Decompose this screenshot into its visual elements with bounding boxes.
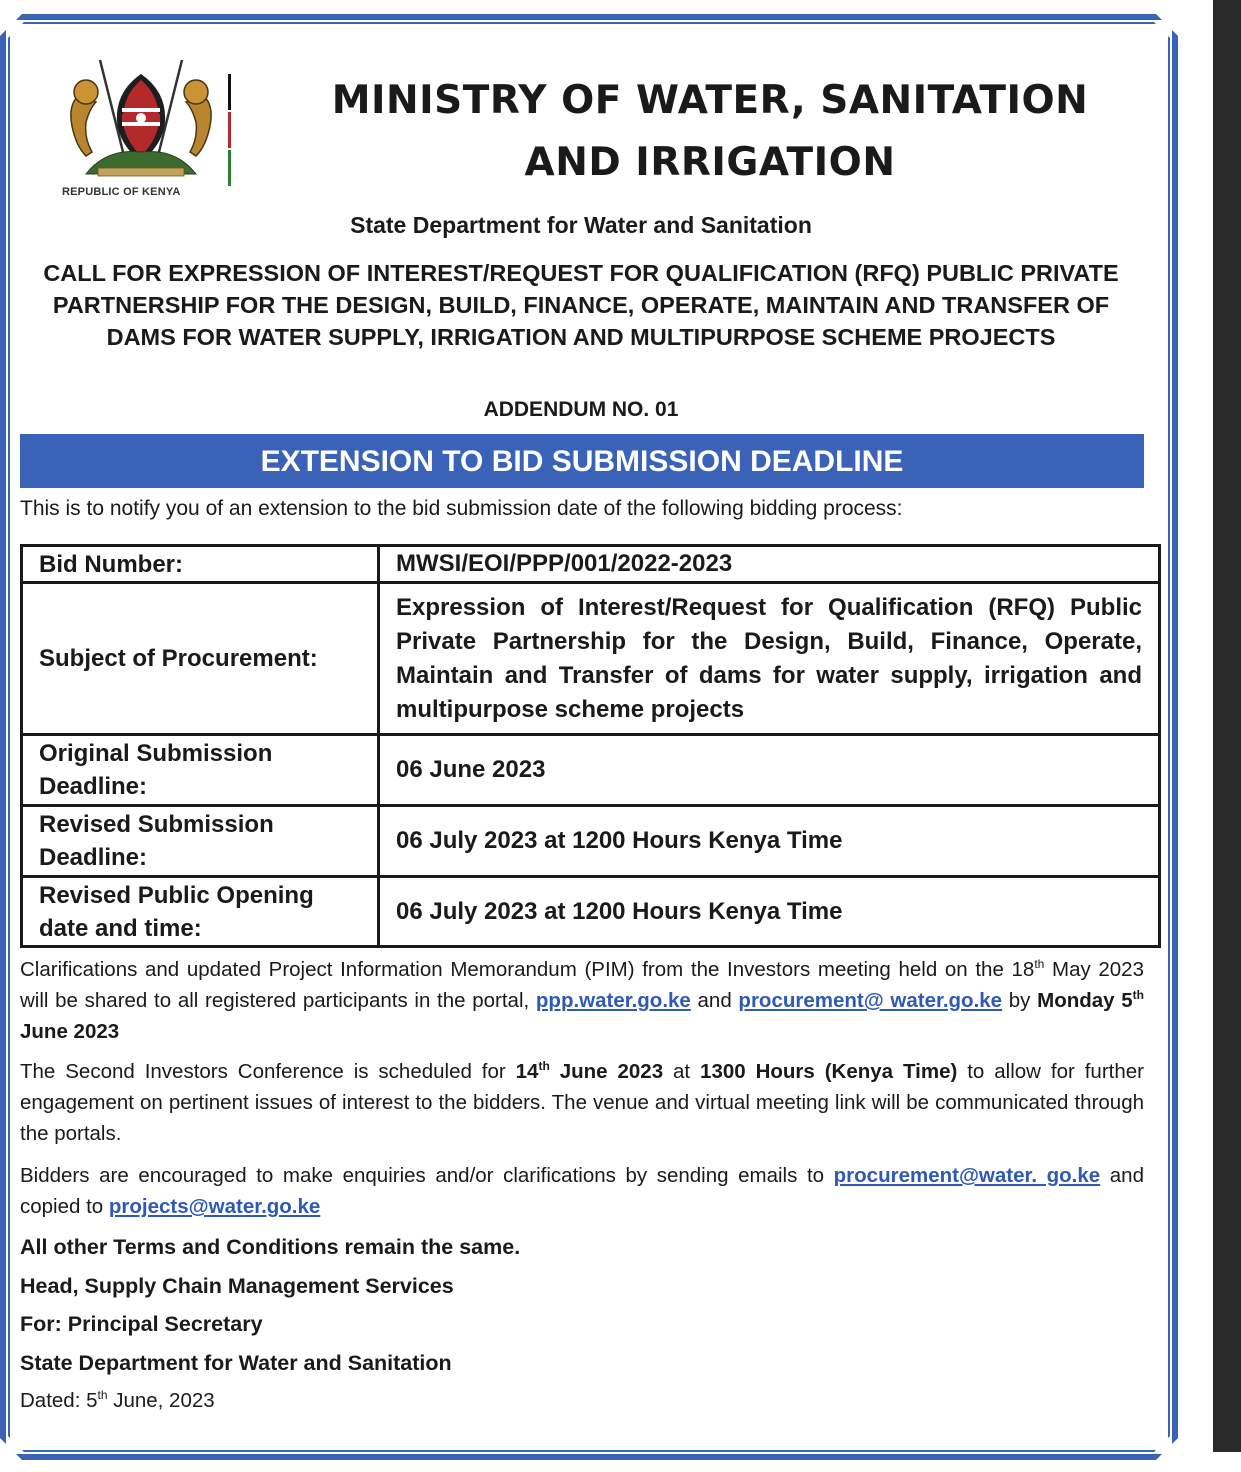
para-text: at — [663, 1060, 701, 1083]
para-text: Bidders are encouraged to make enquiries and/or clarifications by sending emails to — [20, 1164, 834, 1187]
revised-deadline-value: 06 July 2023 at 1200 Hours Kenya Time — [379, 806, 1160, 877]
ordinal-suffix: th — [97, 1388, 108, 1403]
para-text: Clarifications and updated Project Information Memorandum (PIM) from the Investors meeting held on the 18 — [20, 958, 1035, 981]
dated-line — [20, 1389, 215, 1413]
deadline-date: Monday 5 — [1037, 989, 1133, 1012]
page-edge-strip — [1213, 0, 1241, 1452]
enquiries-paragraph — [20, 1160, 1144, 1222]
procurement-email-link[interactable]: procurement@water. go.ke — [833, 1164, 1101, 1187]
bid-details-table — [20, 544, 1161, 948]
conference-paragraph — [20, 1056, 1144, 1149]
addendum-number: ADDENDUM NO. 01 — [483, 398, 679, 421]
dated-label: Dated: 5 — [20, 1389, 98, 1412]
original-deadline-value: 06 June 2023 — [379, 735, 1160, 806]
procurement-email-link[interactable]: procurement@ water.go.ke — [738, 989, 1003, 1012]
ordinal-suffix: th — [538, 1059, 550, 1074]
revised-opening-label: Revised Public Opening date and time: — [22, 877, 379, 947]
terms-note: All other Terms and Conditions remain the same. — [20, 1235, 521, 1259]
deadline-date-end: June 2023 — [20, 1020, 120, 1043]
revised-deadline-label: Revised Submission Deadline: — [22, 806, 379, 877]
conference-day: 14 — [515, 1060, 539, 1083]
extension-banner: EXTENSION TO BID SUBMISSION DEADLINE — [20, 434, 1144, 488]
projects-email-link[interactable]: projects@water.go.ke — [108, 1195, 321, 1218]
table-row — [22, 806, 1160, 877]
kenya-coat-of-arms-icon — [58, 56, 236, 202]
signatory-title: Head, Supply Chain Management Services — [20, 1274, 454, 1298]
department-heading: State Department for Water and Sanitation — [350, 212, 812, 238]
ministry-title — [250, 70, 1170, 194]
para-text: and copied to — [20, 1164, 1144, 1218]
table-row — [22, 877, 1160, 947]
para-text: The Second Investors Conference is scheduled for — [20, 1060, 516, 1083]
for-line: For: Principal Secretary — [20, 1312, 263, 1336]
table-row — [22, 735, 1160, 806]
para-text: and — [690, 989, 739, 1012]
ordinal-suffix: th — [1034, 957, 1045, 972]
para-text: to allow for further engagement on pertinent issues of interest to the bidders. The venue and virtual meeting link will be communicated through the portals. — [20, 1060, 1144, 1145]
ordinal-suffix: th — [1132, 988, 1144, 1003]
ministry-title-line2: AND IRRIGATION — [524, 140, 896, 185]
notify-text: This is to notify you of an extension to the bid submission date of the following bidding process: — [20, 497, 903, 520]
call-title: CALL FOR EXPRESSION OF INTEREST/REQUEST FOR QUALIFICATION (RFQ) PUBLIC PRIVATE PARTNERSHIP FOR THE DESIGN, BUILD, FINANCE, OPERATE, MAINTAIN AND TRANSFER OF DAMS FOR WATER SUPPLY, IRRIGATION AND MULTIPURPOSE SCHEME PROJECTS — [43, 260, 1119, 350]
dated-rest: June, 2023 — [107, 1389, 215, 1412]
bid-number-label: Bid Number: — [22, 546, 379, 583]
revised-opening-value: 06 July 2023 at 1200 Hours Kenya Time — [379, 877, 1160, 947]
conference-time: 1300 Hours (Kenya Time) — [700, 1060, 958, 1083]
signatory-department: State Department for Water and Sanitation — [20, 1351, 452, 1375]
portal-link[interactable]: ppp.water.go.ke — [535, 989, 691, 1012]
crest-caption: REPUBLIC OF KENYA — [62, 186, 181, 198]
subject-label: Subject of Procurement: — [22, 583, 379, 735]
subject-value: Expression of Interest/Request for Qualification (RFQ) Public Private Partnership for the Design, Build, Finance, Operate, Maintain and Transfer of dams for water supply, irrigation and multipurpose scheme projects — [379, 583, 1160, 735]
conference-month: June 2023 — [549, 1060, 664, 1083]
table-row — [22, 583, 1160, 735]
bid-number-value: MWSI/EOI/PPP/001/2022-2023 — [379, 546, 1160, 583]
ministry-title-line1: MINISTRY OF WATER, SANITATION — [331, 78, 1089, 123]
clarifications-paragraph — [20, 954, 1144, 1047]
table-row — [22, 546, 1160, 583]
para-text: May 2023 will be shared to all registered participants in the portal, — [20, 958, 1144, 1012]
para-text: by — [1002, 989, 1038, 1012]
original-deadline-label: Original Submission Deadline: — [22, 735, 379, 806]
